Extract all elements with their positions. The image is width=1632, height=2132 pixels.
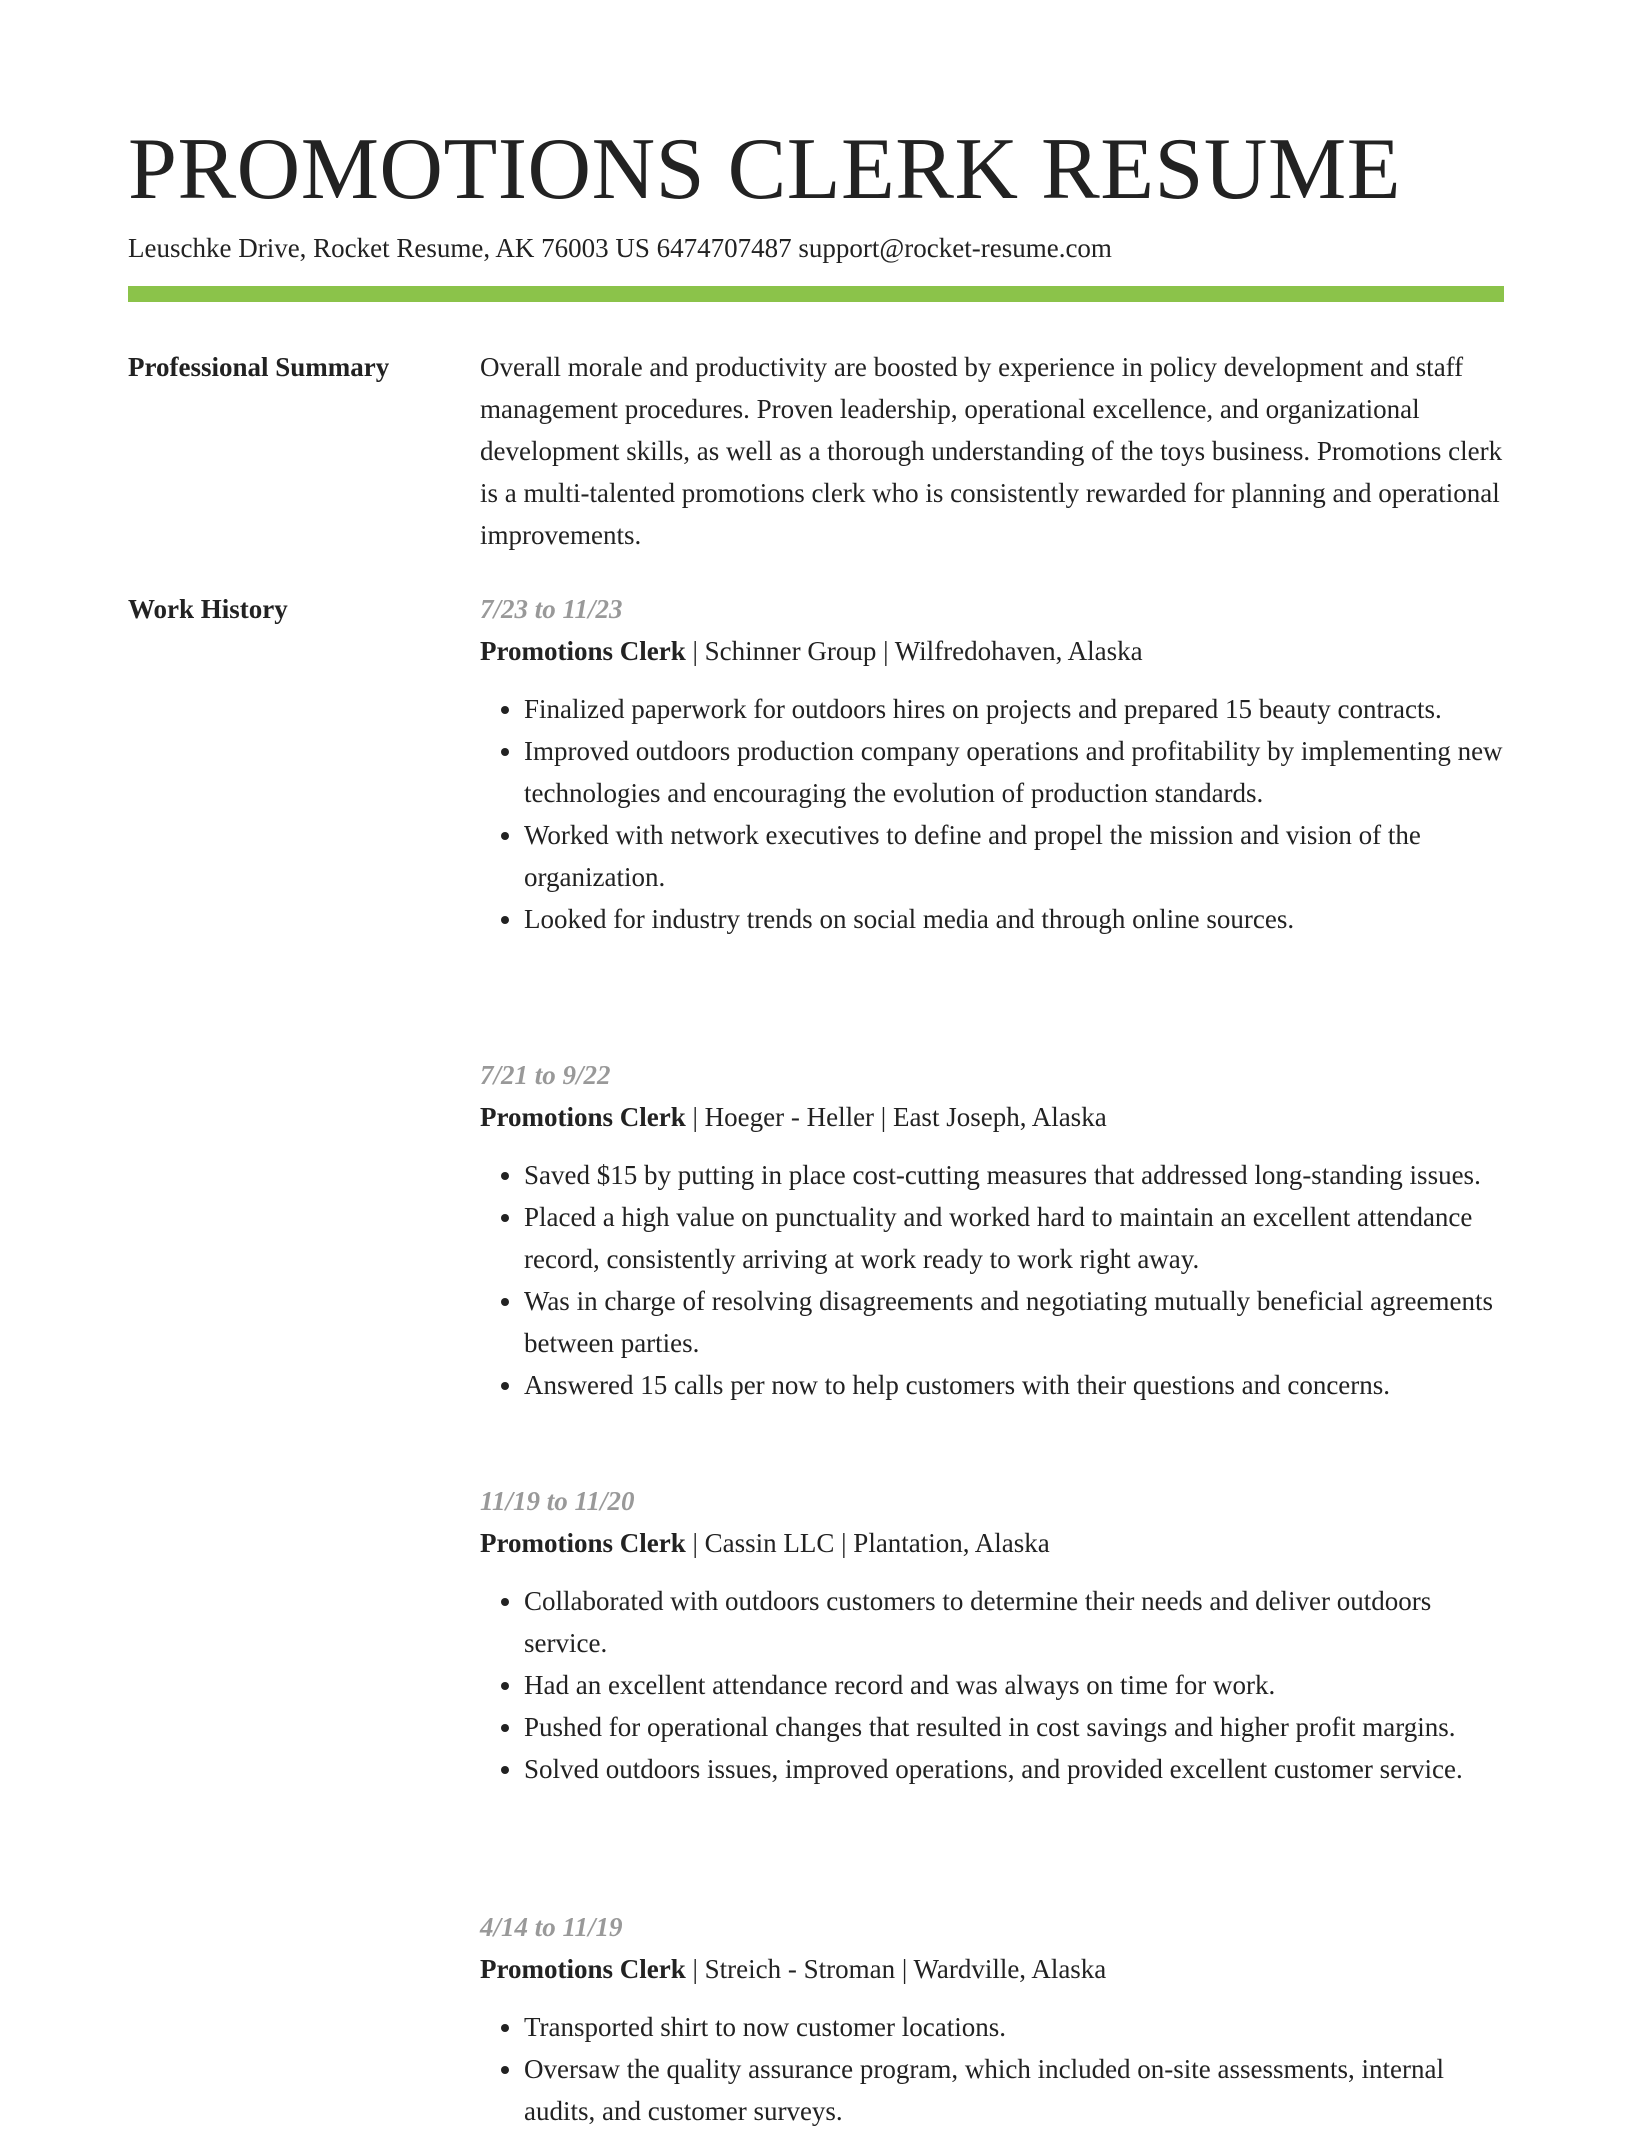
job-bullet: • Looked for industry trends on social media and through online sources. [524, 898, 1504, 940]
job-dates: 4/14 to 11/19 [480, 1912, 623, 1942]
job-bullet: • Had an excellent attendance record and was always on time for work. [524, 1664, 1504, 1706]
job-heading [480, 1948, 1504, 1990]
job-title: Promotions Clerk [480, 1102, 686, 1132]
job-dates: 7/21 to 9/22 [480, 1060, 611, 1090]
job-bullet: • Collaborated with outdoors customers to determine their needs and deliver outdoors service. [524, 1580, 1504, 1664]
job-entry [480, 1480, 1504, 1790]
job-bullets [480, 688, 1504, 940]
job-details: | Streich - Stroman | Wardville, Alaska [685, 1954, 1107, 1984]
job-title: Promotions Clerk [480, 1954, 686, 1984]
job-bullets [480, 1580, 1504, 1790]
job-bullet: • Saved $15 by putting in place cost-cutting measures that addressed long-standing issues. [524, 1154, 1504, 1196]
work-history-section-label: Work History [128, 594, 288, 624]
job-details: | Hoeger - Heller | East Joseph, Alaska [685, 1102, 1107, 1132]
job-entry [480, 588, 1504, 940]
job-bullet: • Solved outdoors issues, improved operations, and provided excellent customer service. [524, 1748, 1504, 1790]
job-bullet: • Improved outdoors production company operations and profitability by implementing new technologies and encouraging the evolution of production standards. [524, 730, 1504, 814]
job-bullets [480, 2006, 1504, 2132]
job-bullet: • Answered 15 calls per now to help customers with their questions and concerns. [524, 1364, 1504, 1406]
summary-section [480, 346, 1504, 556]
job-entry [480, 1906, 1504, 2132]
work-history-section [480, 588, 1504, 2126]
summary-text: Overall morale and productivity are boosted by experience in policy development and staff management procedures. Proven leadership, operational excellence, and organizational development skills, as well as a thorough understanding of the toys business. Promotions clerk is a multi-talented promotions clerk who is consistently rewarded for planning and operational improvements. [480, 352, 1503, 550]
job-title: Promotions Clerk [480, 636, 686, 666]
page-title: PROMOTIONS CLERK RESUME [128, 121, 1401, 218]
job-dates: 7/23 to 11/23 [480, 594, 623, 624]
job-heading [480, 1522, 1504, 1564]
job-details: | Schinner Group | Wilfredohaven, Alaska [685, 636, 1143, 666]
job-dates: 11/19 to 11/20 [480, 1486, 635, 1516]
job-bullet: • Worked with network executives to define and propel the mission and vision of the organization. [524, 814, 1504, 898]
accent-divider [128, 286, 1504, 302]
job-bullet: • Placed a high value on punctuality and worked hard to maintain an excellent attendance record, consistently arriving at work ready to work right away. [524, 1196, 1504, 1280]
job-entry [480, 1054, 1504, 1406]
job-bullet: • Finalized paperwork for outdoors hires on projects and prepared 15 beauty contracts. [524, 688, 1504, 730]
job-bullet: • Transported shirt to now customer locations. [524, 2006, 1504, 2048]
contact-info: Leuschke Drive, Rocket Resume, AK 76003 US 6474707487 support@rocket-resume.com [128, 233, 1112, 263]
job-heading [480, 1096, 1504, 1138]
summary-section-label: Professional Summary [128, 352, 390, 382]
job-details: | Cassin LLC | Plantation, Alaska [685, 1528, 1050, 1558]
job-title: Promotions Clerk [480, 1528, 686, 1558]
job-heading [480, 630, 1504, 672]
job-bullet: • Oversaw the quality assurance program, which included on-site assessments, internal audits, and customer surveys. [524, 2048, 1504, 2132]
job-bullet: • Pushed for operational changes that resulted in cost savings and higher profit margins. [524, 1706, 1504, 1748]
job-bullet: • Was in charge of resolving disagreements and negotiating mutually beneficial agreements between parties. [524, 1280, 1504, 1364]
job-bullets [480, 1154, 1504, 1406]
